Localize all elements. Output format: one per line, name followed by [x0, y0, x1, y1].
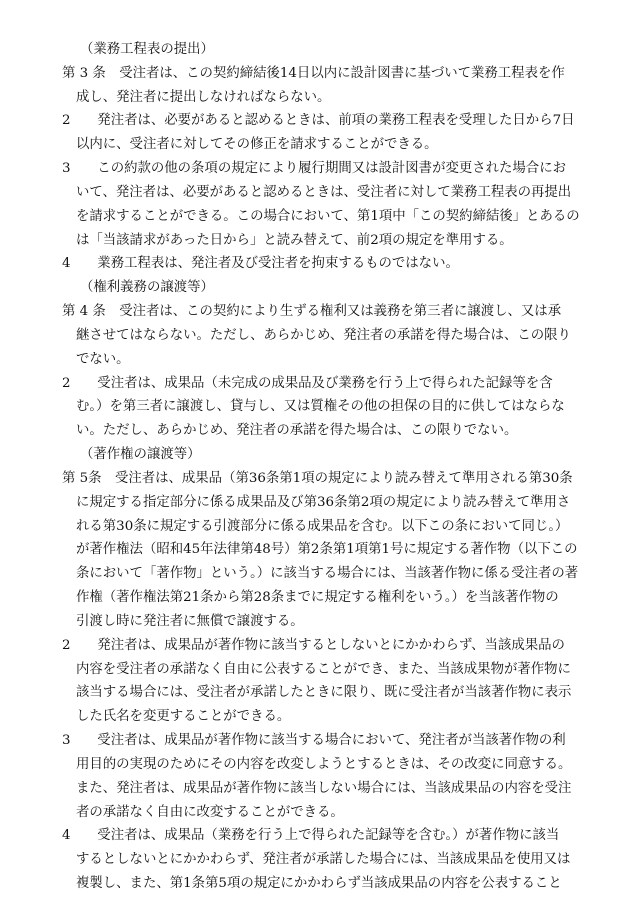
- heading-article-5: （著作権の譲渡等）: [80, 447, 201, 462]
- article-5-line: 条において「著作物」という。）に該当する場合には、当該著作物に係る受注者の著: [76, 566, 579, 581]
- article-5-para-4: 4 受注者は、成果品（業務を行う上で得られた記録等を含む。）が著作物に該当: [62, 828, 560, 843]
- article-5-para-2-line: 内容を受注者の承諾なく自由に公表することができ、また、当該成果物が著作物に: [76, 662, 571, 677]
- article-5-line: に規定する指定部分に係る成果品及び第36条第2項の規定により読み替えて準用さ: [76, 495, 571, 510]
- article-5-para-3-line: 者の承諾なく自由に改変することができる。: [76, 805, 344, 820]
- article-5-para-3-line: また、発注者は、成果品が著作物に該当しない場合には、当該成果品の内容を受注: [76, 781, 572, 796]
- article-3-para-3: 3 この約款の他の条項の規定により履行期間又は設計図書が変更された場合にお: [62, 161, 566, 176]
- article-4-line: でない。: [76, 352, 130, 367]
- article-3-line: 成し、発注者に提出しなければならない。: [76, 90, 331, 105]
- article-5-para-2: 2 発注者は、成果品が著作物に該当するとしないとにかかわらず、当該成果品の: [62, 638, 565, 653]
- article-3-para-3-line: は「当該請求があった日から」と読み替えて、前2項の規定を準用する。: [76, 233, 513, 248]
- article-4-line: 第 4 条 受注者は、この契約により生ずる権利又は義務を第三者に譲渡し、又は承: [62, 304, 562, 319]
- article-3-para-4: 4 業務工程表は、発注者及び受注者を拘束するものではない。: [62, 256, 459, 271]
- article-5-line: れる第30条に規定する引渡部分に係る成果品を含む。以下この条において同じ。）: [76, 519, 569, 534]
- article-4-para-2-line: い。ただし、あらかじめ、発注者の承諾を得た場合は、この限りでない。: [76, 423, 518, 438]
- article-3-line: 第 3 条 受注者は、この契約締結後14日以内に設計図書に基づいて業務工程表を作: [62, 66, 565, 81]
- article-5-para-2-line: した氏名を変更することができる。: [76, 709, 291, 724]
- article-5-para-4-line: するとしないとにかかわらず、発注者が承諾した場合には、当該成果品を使用又は: [76, 852, 571, 867]
- article-5-para-3: 3 受注者は、成果品が著作物に該当する場合において、発注者が当該著作物の利: [62, 733, 566, 748]
- article-5-para-3-line: 用目的の実現のためにその内容を改変しようとするときは、その改変に同意する。: [76, 757, 572, 772]
- article-5-line: 引渡し時に発注者に無償で譲渡する。: [76, 614, 304, 629]
- article-3-para-3-line: を請求することができる。この場合において、第1項中「この契約締結後」とあるの: [76, 209, 580, 224]
- article-5-line: 作権（著作権法第21条から第28条までに規定する権利をいう。）を当該著作物の: [76, 590, 559, 605]
- article-3-para-3-line: いて、発注者は、必要があると認めるときは、受注者に対して業務工程表の再提出: [76, 185, 572, 200]
- heading-article-3: （業務工程表の提出）: [80, 42, 214, 57]
- article-3-para-2-line: 以内に、受注者に対してその修正を請求することができる。: [76, 137, 438, 152]
- article-5-para-4-line: 複製し、また、第1条第5項の規定にかかわらず当該成果品の内容を公表すること: [76, 876, 562, 891]
- article-4-para-2: 2 受注者は、成果品（未完成の成果品及び業務を行う上で得られた記録等を含: [62, 376, 553, 391]
- article-5-line: が著作権法（昭和45年法律第48号）第2条第1項第1号に規定する著作物（以下この: [76, 542, 578, 557]
- heading-article-4: （権利義務の譲渡等）: [80, 280, 214, 295]
- article-5-line: 第 5条 受注者は、成果品（第36条第1項の規定により読み替えて準用される第30条: [62, 471, 573, 486]
- article-4-line: 継させてはならない。ただし、あらかじめ、発注者の承諾を得た場合は、この限り: [76, 328, 571, 343]
- article-5-para-2-line: 該当する場合には、受注者が承諾したときに限り、既に受注者が当該著作物に表示: [76, 685, 572, 700]
- article-4-para-2-line: む。）を第三者に譲渡し、貸与し、又は質権その他の担保の目的に供してはならな: [76, 399, 565, 414]
- article-3-para-2: 2 発注者は、必要があると認めるときは、前項の業務工程表を受理した日から7日: [62, 113, 575, 128]
